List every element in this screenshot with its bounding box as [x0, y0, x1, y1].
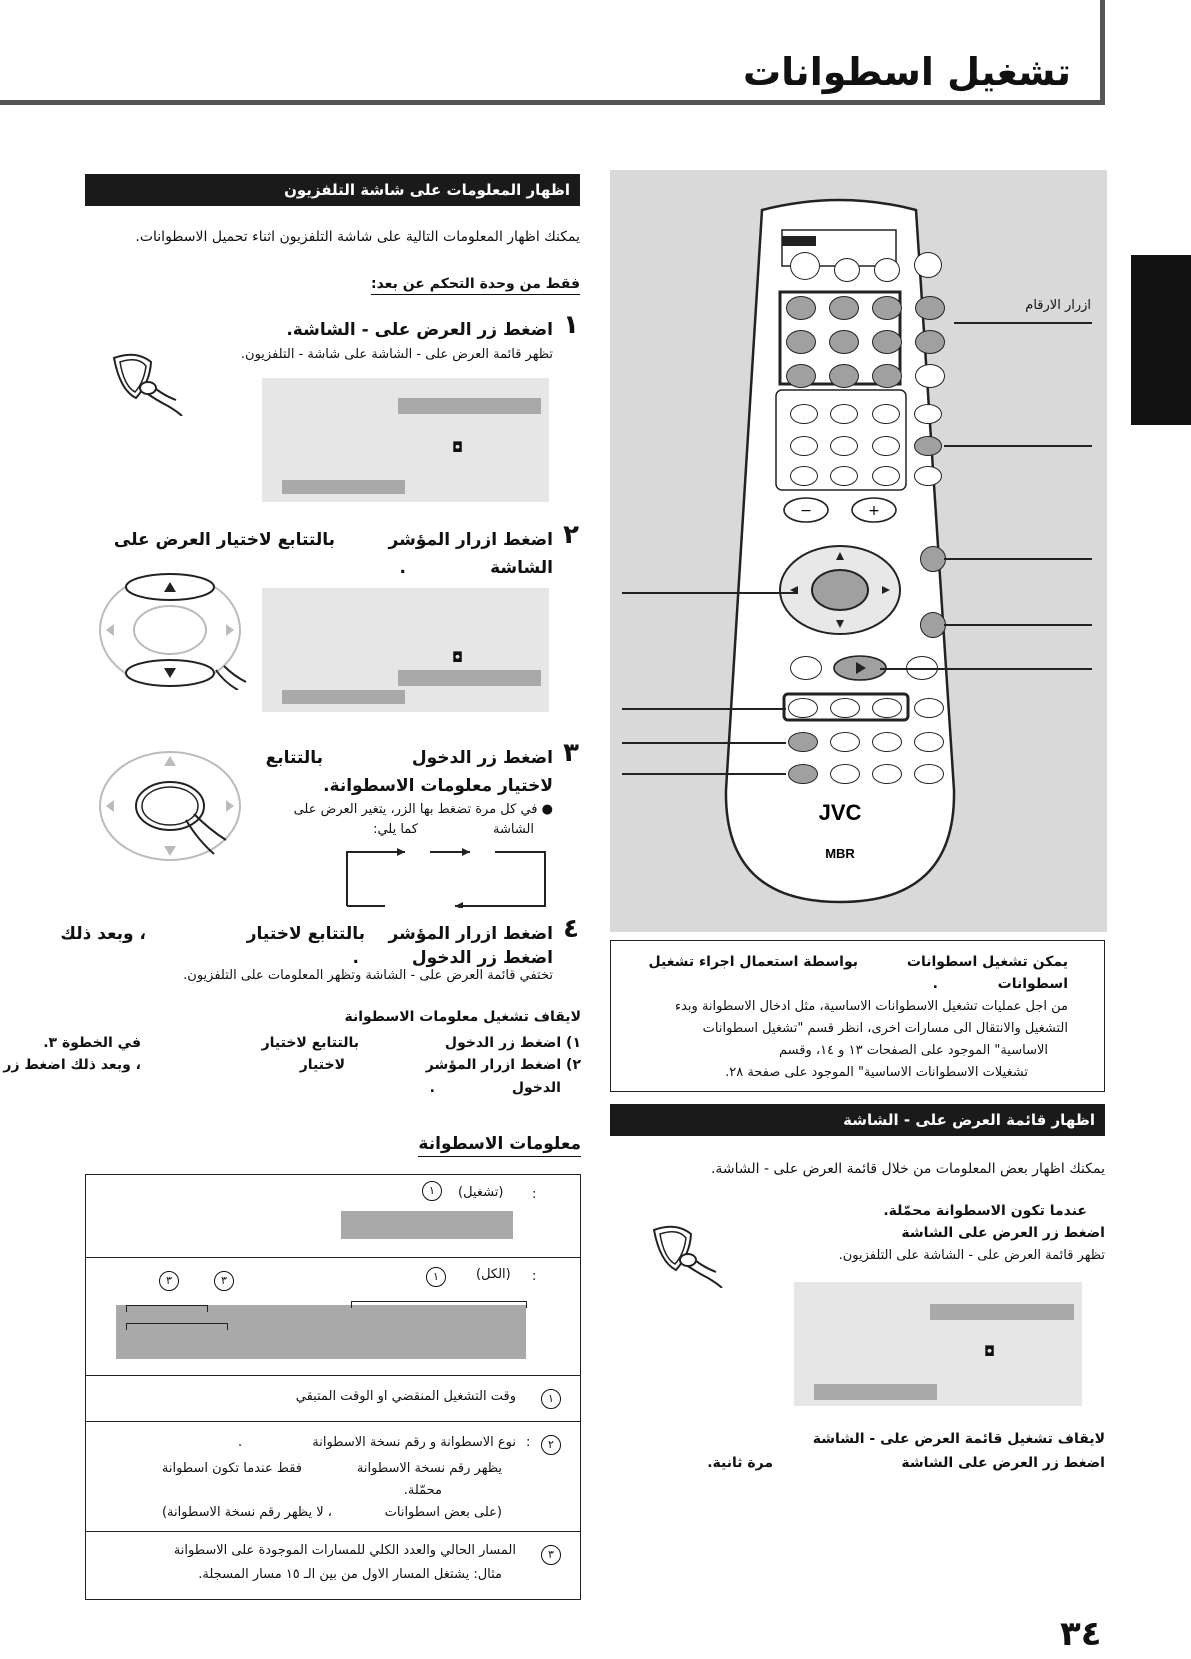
- function-button[interactable]: [872, 436, 900, 456]
- step1-num: ١: [563, 310, 579, 340]
- number-button[interactable]: [915, 330, 945, 354]
- callout-play: [880, 668, 1092, 670]
- row1-num1: ١: [422, 1181, 442, 1201]
- remote-only-note: فقط من وحدة التحكم عن بعد:: [371, 276, 580, 295]
- power-button[interactable]: [914, 252, 942, 278]
- step4-desc: تختفي قائمة العرض على - الشاشة وتظهر المعلومات على التلفزيون.: [183, 968, 553, 983]
- row2-bracket-a: [351, 1301, 527, 1308]
- remote-brand2: MBR: [825, 846, 855, 861]
- info-line6: تشغيلات الاسطوانات الاساسية" الموجود على صفحة ٢٨.: [725, 1065, 1028, 1080]
- function-button[interactable]: [914, 404, 942, 424]
- note2-text-d: محمّلة.: [403, 1483, 442, 1498]
- row2-colon: :: [532, 1269, 537, 1284]
- function-button[interactable]: [830, 466, 858, 486]
- callout-enter2: [622, 773, 786, 775]
- number-button[interactable]: [872, 296, 902, 320]
- osd-bar-top: [398, 398, 541, 414]
- setting-button[interactable]: [920, 546, 946, 572]
- step3-bullet-b: الشاشة: [493, 822, 534, 837]
- step4-title-b: بالتتابع لاختيار: [246, 924, 365, 944]
- osd-marker: ◘: [452, 650, 464, 666]
- cancel-line1-c: في الخطوة ٣.: [43, 1035, 141, 1051]
- fast-forward-button[interactable]: [914, 698, 944, 718]
- note2-text-f: ، لا يظهر رقم نسخة الاسطوانة): [161, 1505, 332, 1520]
- return-button[interactable]: [920, 612, 946, 638]
- cancel-line2-b: لاختيار: [299, 1057, 345, 1073]
- note2-text-b: يظهر رقم نسخة الاسطوانة: [356, 1461, 502, 1476]
- hand-press-icon: [646, 1222, 726, 1288]
- number-button[interactable]: [829, 330, 859, 354]
- row1-colon: :: [532, 1187, 537, 1202]
- callout-return: [944, 624, 1092, 626]
- step4-title-c: ، وبعد ذلك: [60, 924, 146, 944]
- note2-text-a: نوع الاسطوانة و رقم نسخة الاسطوانة: [312, 1435, 516, 1450]
- info-line2-a: اسطوانات: [997, 976, 1068, 992]
- row2-num1: ١: [426, 1267, 446, 1287]
- number-button[interactable]: [829, 296, 859, 320]
- step2-title-b: بالتتابع لاختيار العرض على: [113, 530, 335, 550]
- note2-text-e: (على بعض اسطوانات: [384, 1505, 502, 1520]
- remote-only-wrap: [85, 273, 580, 295]
- number-button[interactable]: [786, 364, 816, 388]
- table-row-note2: [86, 1421, 580, 1532]
- note2-dot: .: [238, 1435, 243, 1450]
- note2-text-c: فقط عندما تكون اسطوانة: [161, 1461, 302, 1476]
- info-line4: التشغيل والانتقال الى مسارات اخرى، انظر قسم "تشغيل اسطوانات: [702, 1021, 1068, 1036]
- info-intro: يمكنك اظهار المعلومات التالية على شاشة التلفزيون اثناء تحميل الاسطوانات.: [135, 229, 580, 245]
- osd-marker: ◘: [452, 440, 464, 456]
- remote-button[interactable]: [830, 732, 860, 752]
- number-button[interactable]: [915, 364, 945, 388]
- osd-bar-bottom: [282, 690, 405, 704]
- info-line3: من اجل عمليات تشغيل الاسطوانات الاساسية، مثل ادخال الاسطوانة وبدء: [675, 999, 1068, 1014]
- step3-title-b: بالتتابع: [265, 748, 323, 768]
- info-line1-a: يمكن تشغيل اسطوانات: [906, 954, 1068, 970]
- callout-setting: [944, 558, 1092, 560]
- callout-number-buttons: [954, 322, 1092, 324]
- osd-screen-1: [262, 378, 549, 502]
- row1-bar: [341, 1211, 513, 1239]
- osd-bar-bottom: [814, 1384, 937, 1400]
- row2-num3a: ٣: [214, 1271, 234, 1291]
- osd-menu-header: اظهار قائمة العرض على - الشاشة: [610, 1104, 1105, 1136]
- remote-button[interactable]: [914, 764, 944, 784]
- step3-title-a: اضغط زر الدخول: [411, 748, 553, 768]
- table-row-note3: [86, 1531, 580, 1597]
- remote-brand: JVC: [818, 800, 862, 825]
- table-row-note1: [86, 1375, 580, 1422]
- info-line1-b: بواسطة استعمال اجراء تشغيل: [648, 954, 858, 970]
- cancel-line2-a: ٢) اضغط ازرار المؤشر: [425, 1057, 581, 1073]
- row2-num3b: ٣: [159, 1271, 179, 1291]
- osd-screen-3: [794, 1282, 1082, 1406]
- step3-bullet-text: في كل مرة تضغط بها الزر، يتغير العرض على: [293, 802, 538, 817]
- disc-info-title: معلومات الاسطوانة: [418, 1134, 581, 1157]
- callout-enter: [622, 742, 786, 744]
- display-button[interactable]: [914, 436, 942, 456]
- remote-button[interactable]: [872, 764, 902, 784]
- note3-num: ٣: [541, 1545, 561, 1565]
- step3-title-c: لاختيار معلومات الاسطوانة.: [323, 776, 553, 796]
- note1-text: وقت التشغيل المنقضي او الوقت المتبقي: [295, 1389, 516, 1404]
- when-loaded: عندما تكون الاسطوانة محمّلة.: [883, 1203, 1087, 1219]
- skip-forward-button[interactable]: [830, 698, 860, 718]
- cancel-line3-a: الدخول: [511, 1080, 561, 1096]
- step4-title-a: اضغط ازرار المؤشر: [388, 924, 553, 944]
- step3-bullet-c: كما يلي:: [373, 822, 418, 837]
- osd-screen-2: [262, 588, 549, 712]
- info-line5: الاساسية" الموجود على الصفحات ١٣ و ١٤، وقسم: [779, 1043, 1048, 1058]
- step4-title-d: اضغط زر الدخول: [411, 948, 553, 968]
- cancel-osd-b: مرة ثانية.: [707, 1455, 773, 1471]
- info-line2-b: .: [932, 976, 938, 992]
- step1-title: اضغط زر العرض على - الشاشة.: [286, 320, 553, 340]
- title-frame-right: [1100, 0, 1105, 105]
- rewind-button[interactable]: [872, 698, 902, 718]
- hand-press-icon: [106, 350, 186, 416]
- svg-text:−: −: [800, 503, 812, 519]
- step4-num: ٤: [563, 914, 579, 944]
- osd-bar-mid: [398, 670, 541, 686]
- callout-cursor: [622, 592, 798, 594]
- number-buttons-label: ازرار الارقام: [1025, 298, 1091, 313]
- osd-bar-bottom: [282, 480, 405, 494]
- function-button[interactable]: [830, 404, 858, 424]
- osd-appears: تظهر قائمة العرض على - الشاشة على التلفزيون.: [838, 1248, 1105, 1263]
- stop-button[interactable]: [790, 656, 822, 680]
- function-button[interactable]: [872, 466, 900, 486]
- power-button[interactable]: [834, 258, 860, 282]
- cancel-line1-a: ١) اضغط زر الدخول: [444, 1035, 581, 1051]
- remote-button[interactable]: [830, 764, 860, 784]
- page-title: تشغيل اسطوانات: [742, 50, 1071, 94]
- row2-bracket-c: [126, 1323, 228, 1330]
- osd-marker: ◘: [984, 1344, 996, 1360]
- table-row-all: [86, 1257, 580, 1376]
- number-button[interactable]: [786, 330, 816, 354]
- osd-menu-intro: يمكنك اظهار بعض المعلومات من خلال قائمة العرض على - الشاشة.: [710, 1161, 1105, 1177]
- number-button[interactable]: [872, 364, 902, 388]
- step3-bullet-a: ● في كل مرة تضغط بها الزر، يتغير العرض على: [293, 802, 553, 817]
- remote-button[interactable]: [914, 732, 944, 752]
- row2-bracket-b: [126, 1305, 208, 1312]
- cancel-osd-title: لايقاف تشغيل قائمة العرض على - الشاشة: [812, 1431, 1105, 1447]
- disc-info-title-wrap: [418, 1134, 581, 1154]
- step2-title-c: الشاشة: [490, 558, 553, 578]
- function-button[interactable]: [830, 436, 858, 456]
- power-button[interactable]: [874, 258, 900, 282]
- cancel-title: لايقاف تشغيل معلومات الاسطوانة: [344, 1009, 581, 1025]
- row2-label: (الكل): [476, 1267, 511, 1282]
- power-button[interactable]: [790, 252, 820, 280]
- table-row-play: [86, 1175, 580, 1258]
- callout-display: [944, 445, 1092, 447]
- step4-title-e: .: [352, 948, 359, 968]
- note3-text-b: مثال: يشتغل المسار الاول من بين الـ ١٥ مسار المسجلة.: [198, 1567, 502, 1582]
- info-box: [610, 940, 1105, 1092]
- function-button[interactable]: [872, 404, 900, 424]
- remote-button[interactable]: [788, 732, 818, 752]
- step2-title-a: اضغط ازرار المؤشر: [388, 530, 553, 550]
- row1-label: (تشغيل): [458, 1185, 504, 1200]
- number-button[interactable]: [829, 364, 859, 388]
- side-tab: [1131, 255, 1191, 425]
- cursor-pad-icon: [90, 570, 250, 690]
- note3-text-a: المسار الحالي والعدد الكلي للمسارات الموجودة على الاسطوانة: [173, 1543, 516, 1558]
- note2-colon: :: [526, 1435, 531, 1450]
- number-button[interactable]: [915, 296, 945, 320]
- osd-bar-top: [930, 1304, 1074, 1320]
- cancel-line1-b: بالتتابع لاختيار: [261, 1035, 359, 1051]
- number-button[interactable]: [872, 330, 902, 354]
- step2-title-d: .: [399, 558, 406, 578]
- note2-num: ٢: [541, 1435, 561, 1455]
- cycle-arrows-diagram: [345, 842, 550, 908]
- number-button[interactable]: [786, 296, 816, 320]
- remote-button[interactable]: [872, 732, 902, 752]
- remote-control-illustration: [610, 170, 1107, 932]
- function-button[interactable]: [914, 466, 942, 486]
- step1-desc: تظهر قائمة العرض على - الشاشة على شاشة - التلفزيون.: [240, 347, 553, 362]
- callout-skip: [622, 708, 786, 710]
- note1-num: ١: [541, 1389, 561, 1409]
- enter-button-icon: [90, 748, 250, 863]
- row2-bar: [116, 1305, 526, 1359]
- disc-info-table: [85, 1174, 581, 1600]
- svg-text:+: +: [868, 503, 880, 519]
- title-frame-bottom: [0, 100, 1105, 105]
- step2-num: ٢: [563, 520, 579, 550]
- skip-back-button[interactable]: [788, 698, 818, 718]
- function-button[interactable]: [790, 466, 818, 486]
- cancel-line3-b: .: [429, 1080, 435, 1096]
- press-osd: اضغط زر العرض على الشاشة: [901, 1225, 1105, 1241]
- page-number: ٣٤: [1060, 1614, 1102, 1654]
- cancel-osd-a: اضغط زر العرض على الشاشة: [901, 1455, 1105, 1471]
- info-header: اظهار المعلومات على شاشة التلفزيون: [85, 174, 580, 206]
- function-button[interactable]: [790, 404, 818, 424]
- function-button[interactable]: [790, 436, 818, 456]
- cancel-line2-c: ، وبعد ذلك اضغط زر: [3, 1057, 141, 1073]
- step3-num: ٣: [563, 738, 579, 768]
- remote-button[interactable]: [788, 764, 818, 784]
